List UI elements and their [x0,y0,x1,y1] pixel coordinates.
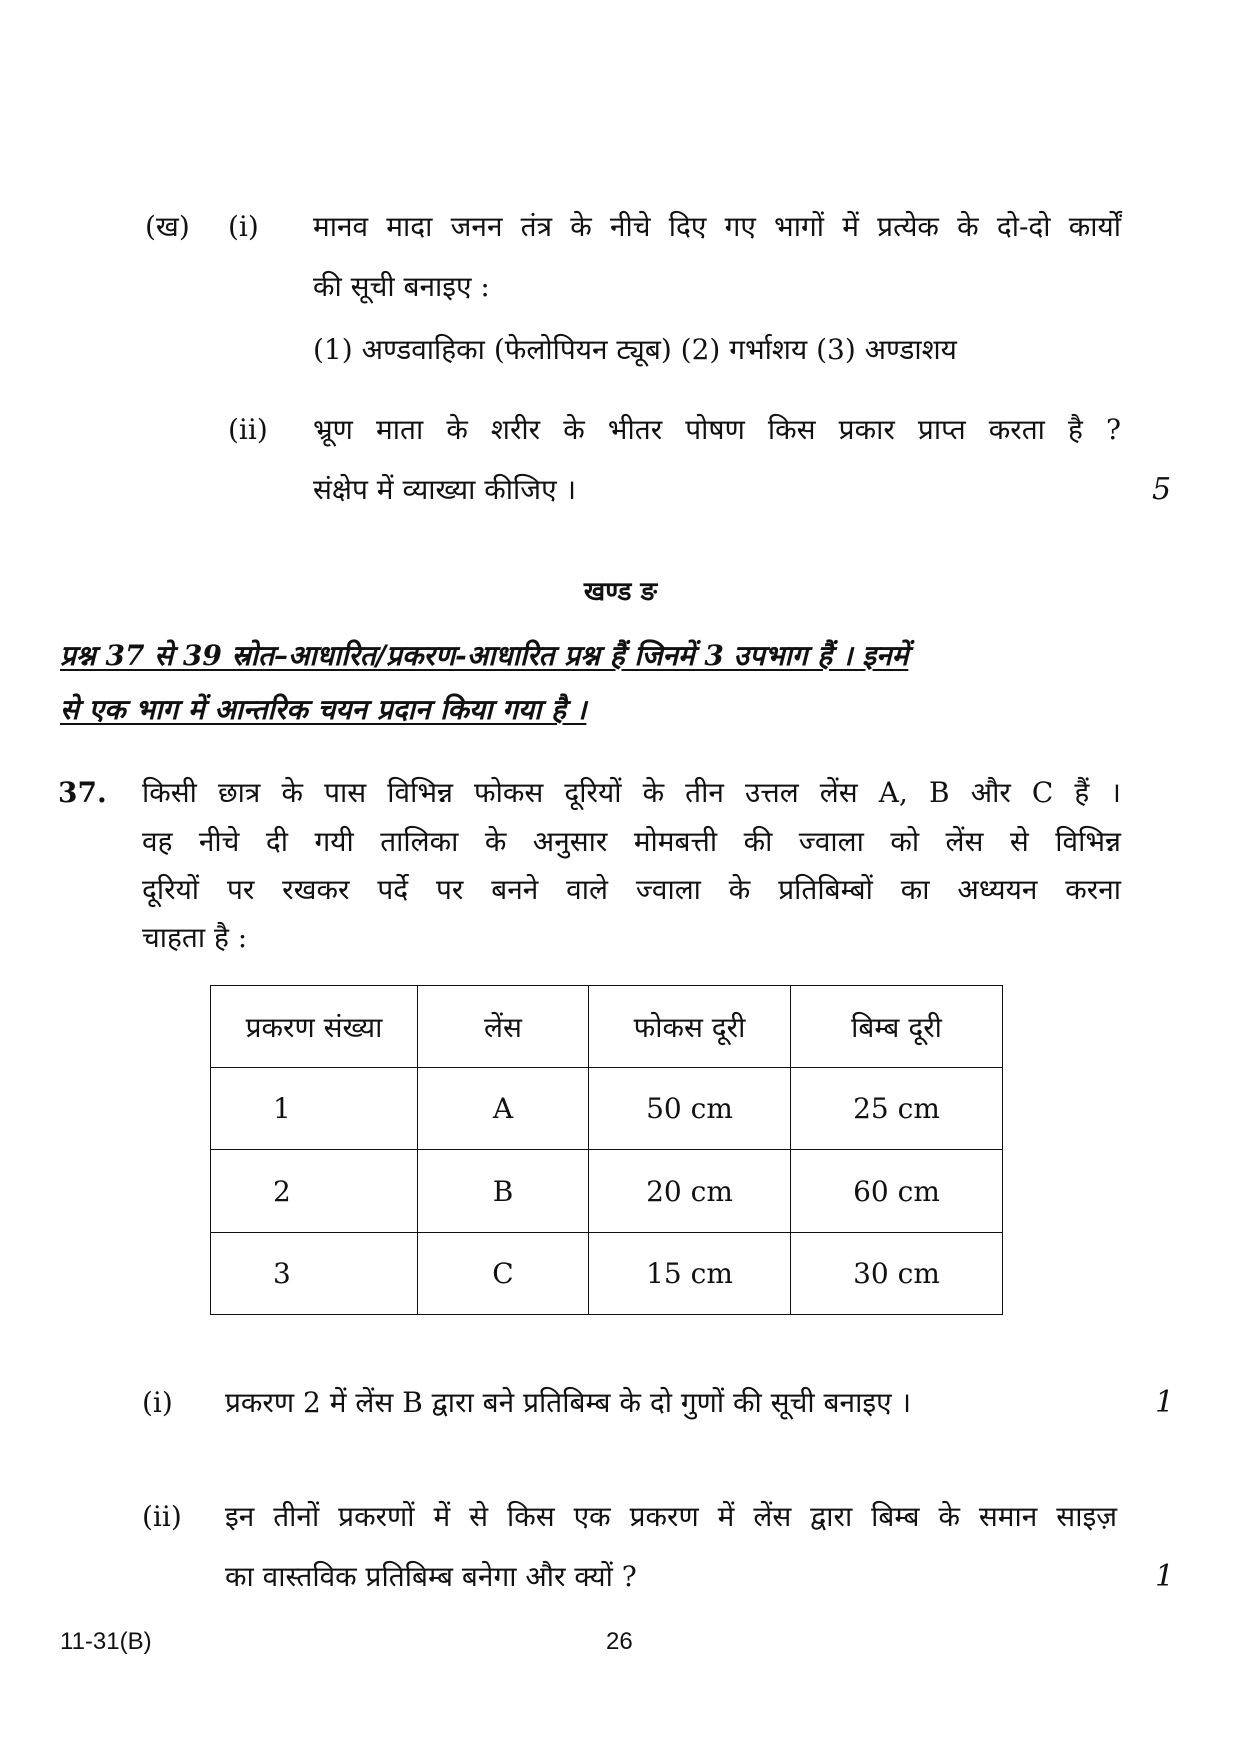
lens-data-table [210,985,1003,1315]
table-cell: A [418,1068,589,1150]
table-row [211,1233,1003,1315]
sub-question-i-line1: मानव मादा जनन तंत्र के नीचे दिए गए भागों में प्रत्येक के दो-दो कार्यों [313,210,1121,243]
sub-question-ii-label-q37: (ii) [142,1500,182,1533]
table-cell: 3 [211,1233,418,1315]
table-row [211,1150,1003,1233]
question-line4: चाहता है : [142,921,248,954]
paper-code: 11-31(B) [60,1628,152,1655]
marks-sub-ii: 1 [1155,1559,1175,1594]
table-cell: 60 cm [791,1150,1003,1233]
sub-question-ii-line1-q37: इन तीनों प्रकरणों में से किस एक प्रकरण में लेंस द्वारा बिम्ब के समान साइज़ [225,1500,1117,1533]
table-cell: 1 [211,1068,418,1150]
table-header-cell: प्रकरण संख्या [211,986,418,1068]
table-cell: C [418,1233,589,1315]
sub-question-ii-label: (ii) [228,413,268,446]
table-cell: 20 cm [589,1150,791,1233]
sub-question-i-label: (i) [228,210,259,243]
table-cell: B [418,1150,589,1233]
table-header-cell: बिम्ब दूरी [791,986,1003,1068]
page-number: 26 [606,1628,633,1655]
part-label: (ख) [145,210,190,243]
question-line3: दूरियों पर रखकर पर्दे पर बनने वाले ज्वाला के प्रतिबिम्बों का अध्ययन करना [142,873,1121,906]
sub-question-ii-line2-q37: का वास्तविक प्रतिबिम्ब बनेगा और क्यों ? [225,1560,637,1593]
section-heading: खण्ड ङ [583,577,658,607]
table-cell: 15 cm [589,1233,791,1315]
table-cell: 50 cm [589,1068,791,1150]
table-header-row [211,986,1003,1068]
marks-sub-i: 1 [1155,1385,1175,1420]
table-cell: 25 cm [791,1068,1003,1150]
table-header-cell: फोकस दूरी [589,986,791,1068]
question-line2: वह नीचे दी गयी तालिका के अनुसार मोमबत्ती की ज्वाला को लेंस से विभिन्न [142,825,1121,858]
marks-part-b: 5 [1152,472,1172,507]
sub-question-i-label-q37: (i) [142,1386,173,1419]
table-cell: 30 cm [791,1233,1003,1315]
sub-question-i-text-q37: प्रकरण 2 में लेंस B द्वारा बने प्रतिबिम्ब के दो गुणों की सूची बनाइए । [225,1386,912,1419]
section-instruction-line2: से एक भाग में आन्तरिक चयन प्रदान किया गया है । [60,693,587,726]
sub-question-i-line3: (1) अण्डवाहिका (फेलोपियन ट्यूब) (2) गर्भाशय (3) अण्डाशय [313,333,957,366]
table-cell: 2 [211,1150,418,1233]
table-row [211,1068,1003,1150]
table-header-cell: लेंस [418,986,589,1068]
sub-question-ii-line1: भ्रूण माता के शरीर के भीतर पोषण किस प्रकार प्राप्त करता है ? [313,413,1121,446]
sub-question-i-line2: की सूची बनाइए : [313,270,490,303]
question-line1: किसी छात्र के पास विभिन्न फोकस दूरियों के तीन उत्तल लेंस A, B और C हैं । [142,776,1121,809]
section-instruction-line1: प्रश्न 37 से 39 स्रोत–आधारित/प्रकरण-आधारित प्रश्न हैं जिनमें 3 उपभाग हैं । इनमें [60,639,909,672]
question-number: 37. [58,776,107,809]
sub-question-ii-line2: संक्षेप में व्याख्या कीजिए । [313,473,577,506]
